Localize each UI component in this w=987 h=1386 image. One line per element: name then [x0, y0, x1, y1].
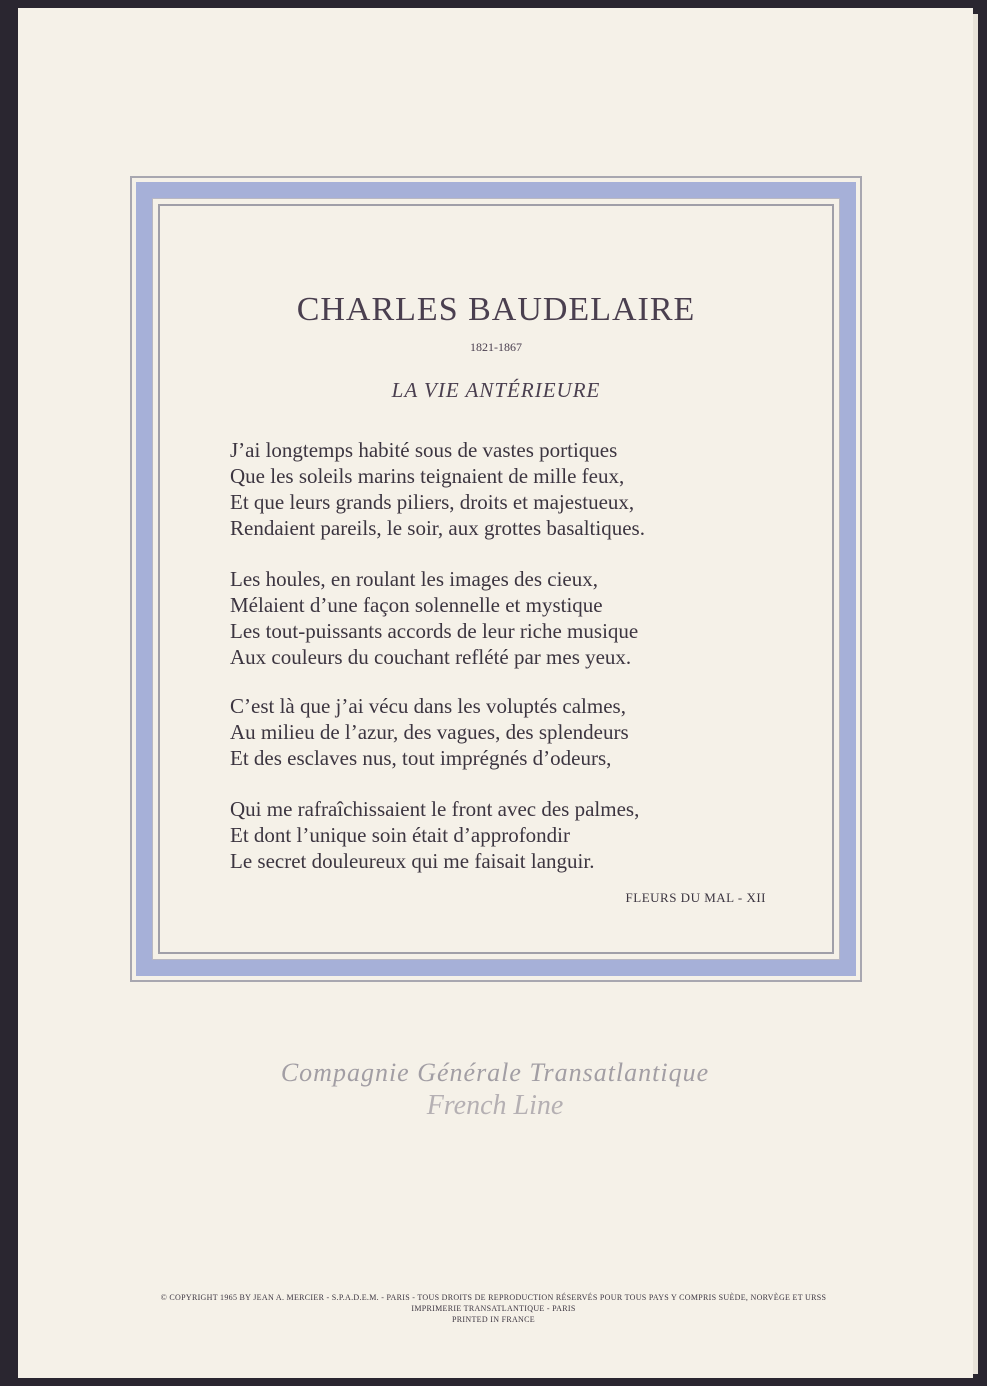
poet-dates: 1821-1867: [470, 340, 522, 354]
stanza-2: [230, 566, 790, 670]
verse-line: C’est là que j’ai vécu dans les voluptés calmes,: [230, 694, 626, 718]
stanza-1: [230, 437, 790, 541]
verse-line: Le secret douleureux qui me faisait languir.: [230, 849, 595, 873]
verse-line: Rendaient pareils, le soir, aux grottes basaltiques.: [230, 516, 645, 540]
verse-line: Et des esclaves nus, tout imprégnés d’odeurs,: [230, 746, 612, 770]
poet-name: CHARLES BAUDELAIRE: [296, 291, 696, 328]
poem-source: FLEURS DU MAL - XII: [625, 890, 766, 905]
verse-line: Et que leurs grands piliers, droits et majestueux,: [230, 490, 635, 514]
copyright-line: © COPYRIGHT 1965 BY JEAN A. MERCIER - S.P.A.D.E.M. - PARIS - TOUS DROITS DE REPRODUCTION RÉSERVÉS POUR TOUS PAYS Y COMPRIS SUÈDE, NORVÈGE ET URSS: [160, 1293, 827, 1302]
verse-line: Les tout-puissants accords de leur riche musique: [230, 619, 639, 643]
copyright-notice: [40, 1292, 947, 1325]
brand-logotype: French Line: [426, 1090, 564, 1121]
stanza-4: [230, 796, 790, 874]
verse-line: Au milieu de l’azur, des vagues, des splendeurs: [230, 720, 629, 744]
verse-line: Aux couleurs du couchant reflété par mes yeux.: [230, 645, 632, 669]
verse-line: Qui me rafraîchissaient le front avec des palmes,: [230, 797, 640, 821]
verse-line: Que les soleils marins teignaient de mille feux,: [230, 464, 625, 488]
printed-in-line: PRINTED IN FRANCE: [452, 1315, 535, 1324]
verse-line: Et dont l’unique soin était d’approfondir: [230, 823, 571, 847]
verse-line: Mélaient d’une façon solennelle et mystique: [230, 593, 603, 617]
stanza-3: [230, 693, 790, 771]
sheet-edge: [973, 14, 978, 1374]
printer-line: IMPRIMERIE TRANSATLANTIQUE - PARIS: [411, 1304, 576, 1313]
poem-title: LA VIE ANTÉRIEURE: [391, 378, 601, 402]
company-name: Compagnie Générale Transatlantique: [280, 1058, 710, 1087]
verse-line: J’ai longtemps habité sous de vastes portiques: [230, 438, 618, 462]
verse-line: Les houles, en roulant les images des cieux,: [230, 567, 598, 591]
